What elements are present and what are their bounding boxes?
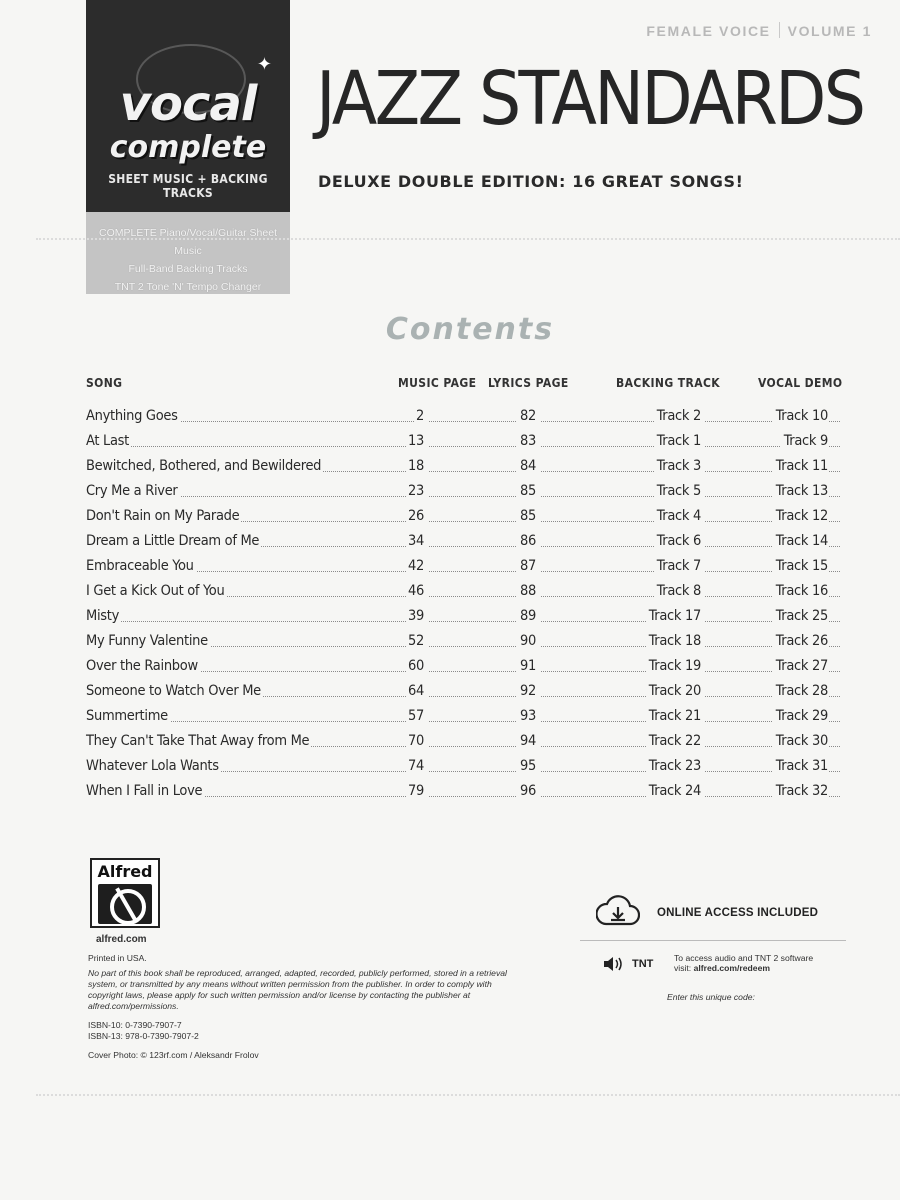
legal-notice	[88, 953, 528, 1061]
table-row	[86, 656, 840, 681]
dotted-divider	[36, 1094, 900, 1096]
lyrics-page: 90	[516, 633, 540, 649]
isbn-13: ISBN-13: 978-0-7390-7907-2	[88, 1031, 199, 1041]
backing-track: Track 6	[654, 533, 704, 549]
access-line-visit	[674, 963, 813, 973]
song-title: Over the Rainbow	[86, 658, 198, 674]
column-header-song: SONG	[86, 376, 123, 390]
backing-track: Track 3	[654, 458, 704, 474]
vocal-demo: Track 13	[773, 483, 828, 499]
lyrics-page: 86	[516, 533, 540, 549]
book-title: JAZZ STANDARDS	[316, 56, 864, 142]
backing-track: Track 1	[654, 433, 704, 449]
backing-track: Track 19	[646, 658, 704, 674]
lyrics-page: 96	[516, 783, 540, 799]
lyrics-page: 88	[516, 583, 540, 599]
music-page: 74	[406, 758, 428, 774]
vocal-demo: Track 29	[773, 708, 828, 724]
lyrics-page: 85	[516, 508, 540, 524]
backing-track: Track 24	[646, 783, 704, 799]
dot-leader	[86, 571, 840, 572]
contents-heading: Contents	[385, 312, 555, 347]
music-page: 52	[406, 633, 428, 649]
table-row	[86, 681, 840, 706]
dot-leader	[86, 496, 840, 497]
feature-item: TNT 2 Tone 'N' Tempo Changer	[114, 281, 262, 293]
table-row	[86, 706, 840, 731]
music-page: 39	[406, 608, 428, 624]
table-row	[86, 581, 840, 606]
vocal-demo: Track 28	[773, 683, 828, 699]
table-row	[86, 606, 840, 631]
feature-item: Full-Band Backing Tracks	[128, 263, 248, 275]
music-page: 23	[406, 483, 428, 499]
redeem-url: alfred.com/redeem	[693, 963, 770, 973]
music-page: 26	[406, 508, 428, 524]
access-line: To access audio and TNT 2 software	[674, 953, 814, 963]
backing-track: Track 22	[646, 733, 704, 749]
column-header-vocal-demo: VOCAL DEMO	[758, 376, 843, 390]
song-title: Anything Goes	[86, 408, 178, 424]
vocal-demo: Track 9	[781, 433, 828, 449]
backing-track: Track 5	[654, 483, 704, 499]
tnt-icon: TNT	[632, 958, 654, 970]
column-header-lyrics-page: LYRICS PAGE	[488, 376, 569, 390]
lyrics-page: 91	[516, 658, 540, 674]
song-title: When I Fall in Love	[86, 783, 203, 799]
music-page: 60	[406, 658, 428, 674]
table-header	[86, 372, 843, 398]
series-label	[646, 22, 872, 39]
table-row	[86, 481, 840, 506]
lyrics-page: 94	[516, 733, 540, 749]
access-visit: visit:	[674, 963, 692, 973]
lyrics-page: 84	[516, 458, 540, 474]
alfred-logo	[90, 858, 160, 928]
backing-track: Track 23	[646, 758, 704, 774]
feature-list	[86, 212, 290, 294]
backing-track: Track 7	[654, 558, 704, 574]
divider	[779, 22, 780, 38]
music-page: 79	[406, 783, 428, 799]
column-header-music-page: MUSIC PAGE	[398, 376, 477, 390]
column-header-backing-track: BACKING TRACK	[616, 376, 721, 390]
alfred-wordmark: Alfred	[97, 862, 153, 881]
table-row	[86, 456, 840, 481]
music-page: 46	[406, 583, 428, 599]
logo-line-vocal: vocal	[119, 76, 257, 132]
alfred-emblem-icon	[98, 884, 152, 924]
backing-track: Track 17	[646, 608, 704, 624]
backing-track: Track 4	[654, 508, 704, 524]
backing-track: Track 21	[646, 708, 704, 724]
isbn-10: ISBN-10: 0-7390-7907-7	[88, 1020, 182, 1030]
table-row	[86, 756, 840, 781]
dot-leader	[86, 446, 840, 447]
table-row	[86, 431, 840, 456]
backing-track: Track 8	[654, 583, 704, 599]
backing-track: Track 2	[654, 408, 704, 424]
table-row	[86, 731, 840, 756]
table-row	[86, 556, 840, 581]
vocal-demo: Track 31	[773, 758, 828, 774]
backing-track: Track 20	[646, 683, 704, 699]
lyrics-page: 92	[516, 683, 540, 699]
song-title: Misty	[86, 608, 120, 624]
book-subtitle: DELUXE DOUBLE EDITION: 16 GREAT SONGS!	[318, 172, 744, 191]
lyrics-page: 82	[516, 408, 540, 424]
song-title: Dream a Little Dream of Me	[86, 533, 260, 549]
song-title: My Funny Valentine	[86, 633, 208, 649]
vocal-demo: Track 12	[773, 508, 828, 524]
music-page: 2	[414, 408, 428, 424]
vocal-demo: Track 32	[773, 783, 828, 799]
voice-label: FEMALE VOICE	[646, 23, 771, 39]
lyrics-page: 85	[516, 483, 540, 499]
song-title: Whatever Lola Wants	[86, 758, 219, 774]
music-page: 34	[406, 533, 428, 549]
song-title: Summertime	[86, 708, 168, 724]
song-title: Cry Me a River	[86, 483, 178, 499]
vocal-demo: Track 27	[773, 658, 828, 674]
music-page: 57	[406, 708, 428, 724]
song-title: They Can't Take That Away from Me	[86, 733, 310, 749]
vocal-demo: Track 11	[773, 458, 828, 474]
feature-item: COMPLETE Piano/Vocal/Guitar Sheet Music	[98, 227, 277, 257]
song-title: Someone to Watch Over Me	[86, 683, 261, 699]
music-page: 13	[406, 433, 428, 449]
song-title: Embraceable You	[86, 558, 194, 574]
vocal-demo: Track 30	[773, 733, 828, 749]
sparkle-icon: ✦	[256, 54, 272, 74]
song-title: I Get a Kick Out of You	[86, 583, 225, 599]
vocal-demo: Track 16	[773, 583, 828, 599]
table-row	[86, 631, 840, 656]
speaker-icon	[602, 956, 624, 972]
dot-leader	[86, 721, 840, 722]
lyrics-page: 89	[516, 608, 540, 624]
vocal-complete-logo	[86, 0, 290, 212]
backing-track: Track 18	[646, 633, 704, 649]
table-body	[86, 406, 840, 806]
lyrics-page: 87	[516, 558, 540, 574]
table-row	[86, 781, 840, 806]
contents-table	[86, 372, 843, 806]
music-page: 42	[406, 558, 428, 574]
copyright-notice: No part of this book shall be reproduced, arranged, adapted, recorded, publicly performed, stored in a retrieval system, or transmitted by any means without written permission from the publisher. In order to comply with copyright laws, please apply for such written permission and/or license by contacting the publisher at alfred.com/permissions.	[88, 968, 507, 1011]
vocal-demo: Track 25	[773, 608, 828, 624]
divider	[580, 940, 846, 941]
cover-photo-credit: Cover Photo: © 123rf.com / Aleksandr Frolov	[88, 1050, 259, 1060]
lyrics-page: 93	[516, 708, 540, 724]
table-row	[86, 531, 840, 556]
song-title: At Last	[86, 433, 129, 449]
access-instructions	[674, 953, 813, 973]
table-row	[86, 506, 840, 531]
music-page: 70	[406, 733, 428, 749]
dot-leader	[86, 621, 840, 622]
vocal-demo: Track 26	[773, 633, 828, 649]
lyrics-page: 83	[516, 433, 540, 449]
music-page: 64	[406, 683, 428, 699]
lyrics-page: 95	[516, 758, 540, 774]
vocal-demo: Track 10	[773, 408, 828, 424]
vocal-demo: Track 14	[773, 533, 828, 549]
logo-tagline: SHEET MUSIC + BACKING TRACKS	[108, 172, 268, 200]
music-page: 18	[406, 458, 428, 474]
publisher-url: alfred.com	[96, 934, 147, 945]
vocal-demo: Track 15	[773, 558, 828, 574]
online-access-label: ONLINE ACCESS INCLUDED	[657, 907, 819, 919]
song-title: Bewitched, Bothered, and Bewildered	[86, 458, 322, 474]
song-title: Don't Rain on My Parade	[86, 508, 240, 524]
dot-leader	[86, 421, 840, 422]
logo-line-complete: complete	[109, 130, 267, 165]
dotted-divider	[36, 238, 900, 240]
cloud-download-icon	[596, 894, 640, 928]
printed-in: Printed in USA.	[88, 953, 147, 963]
table-row	[86, 406, 840, 431]
volume-label: VOLUME 1	[787, 23, 872, 39]
unique-code-label: Enter this unique code:	[667, 992, 755, 1002]
